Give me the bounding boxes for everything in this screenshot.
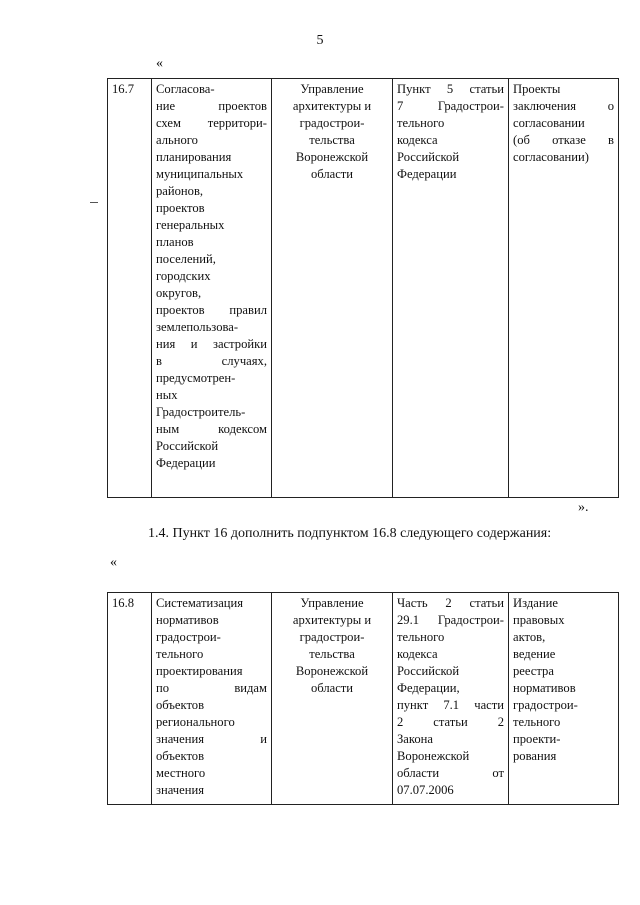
cell-line: Проекты [513, 82, 561, 96]
cell-line: Закона [397, 732, 434, 746]
cell-line: в случаях, [156, 354, 267, 368]
cell-line: кодекса [397, 133, 438, 147]
cell-line: Федерации [156, 456, 216, 470]
cell-line: тельного [513, 715, 561, 729]
open-quote-bottom: « [110, 555, 117, 570]
legal-basis-cell [393, 79, 509, 498]
cell-line: Российской [397, 664, 460, 678]
row-number: 16.8 [108, 593, 152, 805]
cell-line: землепользова- [156, 320, 239, 334]
cell-line: тельного [397, 630, 445, 644]
cell-line: (об отказе в [513, 133, 614, 147]
cell-line: проектов [156, 201, 205, 215]
table-row-16-7 [108, 79, 619, 498]
cell-line: тельства [309, 133, 355, 147]
cell-line: Согласова- [156, 82, 215, 96]
cell-line: тельства [309, 647, 355, 661]
cell-line: Федерации, [397, 681, 460, 695]
cell-line: ведение [513, 647, 556, 661]
cell-line: актов, [513, 630, 546, 644]
cell-line: районов, [156, 184, 204, 198]
cell-line: проектов правил [156, 303, 267, 317]
cell-line: кодекса [397, 647, 438, 661]
cell-line: значения [156, 783, 204, 797]
cell-line: градострои- [299, 116, 365, 130]
authority-cell [272, 593, 393, 805]
result-cell [509, 593, 619, 805]
cell-line: предусмотрен- [156, 371, 236, 385]
cell-line: градострои- [299, 630, 365, 644]
cell-line: ального [156, 133, 198, 147]
page-number: 5 [316, 33, 324, 48]
paragraph-1-4: 1.4. Пункт 16 дополнить подпунктом 16.8 следующего содержания: [148, 526, 552, 541]
cell-line: ным кодексом [156, 422, 267, 436]
cell-line: объектов [156, 749, 205, 763]
cell-line: тельного [397, 116, 445, 130]
cell-line: области [310, 167, 354, 181]
cell-line: Управление [300, 82, 364, 96]
cell-line: Управление [300, 596, 364, 610]
authority-cell [272, 79, 393, 498]
cell-line: правовых [513, 613, 565, 627]
cell-line: ных [156, 388, 178, 402]
cell-line: муниципальных [156, 167, 244, 181]
cell-line: округов, [156, 286, 202, 300]
cell-line: Градостроитель- [156, 405, 246, 419]
cell-line: проекти- [513, 732, 561, 746]
cell-line: архитектуры и [292, 613, 372, 627]
cell-line: области [310, 681, 354, 695]
cell-line: Издание [513, 596, 558, 610]
cell-line: регионального [156, 715, 235, 729]
cell-line: тельного [156, 647, 204, 661]
cell-line: 2 статьи 2 [397, 715, 504, 729]
cell-line: градострои- [156, 630, 221, 644]
cell-line: местного [156, 766, 206, 780]
cell-line: нормативов [513, 681, 576, 695]
legal-basis-cell [393, 593, 509, 805]
cell-line: Российской [156, 439, 219, 453]
table-16-7 [107, 78, 619, 498]
cell-line: ния и застройки [156, 337, 267, 351]
row-number: 16.7 [108, 79, 152, 498]
cell-line: проектирования [156, 664, 243, 678]
table-16-8 [107, 592, 619, 805]
cell-line: Пункт 5 статьи [397, 82, 504, 96]
cell-line: значения и [156, 732, 267, 746]
cell-line: архитектуры и [292, 99, 372, 113]
cell-line: генеральных [156, 218, 225, 232]
cell-line: реестра [513, 664, 554, 678]
cell-line: Федерации [397, 167, 457, 181]
cell-line: планирования [156, 150, 232, 164]
cell-line: согласовании) [513, 150, 589, 164]
result-cell [509, 79, 619, 498]
function-name-cell [152, 593, 272, 805]
cell-line: объектов [156, 698, 205, 712]
cell-line: по видам [156, 681, 267, 695]
cell-line: 7 Градострои- [397, 99, 504, 113]
cell-line: согласовании [513, 116, 585, 130]
function-name-cell [152, 79, 272, 498]
cell-line: пункт 7.1 части [397, 698, 504, 712]
cell-line: Воронежской [295, 664, 369, 678]
cell-line: городских [156, 269, 211, 283]
cell-line: планов [156, 235, 194, 249]
cell-line: Систематизация [156, 596, 244, 610]
cell-line: ние проектов [156, 99, 267, 113]
cell-line: заключения о [513, 99, 614, 113]
cell-line: области от [397, 766, 504, 780]
cell-line: Воронежской [397, 749, 470, 763]
cell-line: рования [513, 749, 557, 763]
cell-line: Воронежской [295, 150, 369, 164]
open-quote-top: « [156, 56, 163, 71]
close-quote: ». [578, 500, 589, 515]
table-row-16-8 [108, 593, 619, 805]
cell-line: 07.07.2006 [397, 783, 454, 797]
cell-line: 29.1 Градострои- [397, 613, 504, 627]
cell-line: Часть 2 статьи [397, 596, 504, 610]
cell-line: градострои- [513, 698, 578, 712]
cell-line: схем территори- [156, 116, 267, 130]
cell-line: нормативов [156, 613, 219, 627]
margin-mark [90, 202, 98, 203]
cell-line: поселений, [156, 252, 216, 266]
cell-line: Российской [397, 150, 460, 164]
